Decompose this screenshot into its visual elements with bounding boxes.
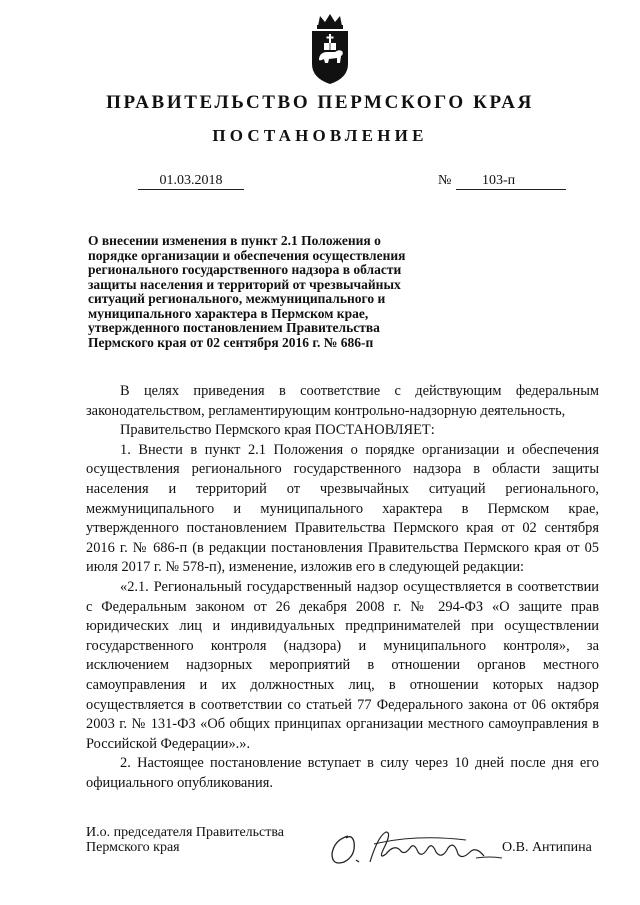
document-date: 01.03.2018 (138, 174, 244, 190)
document-subject: О внесении изменения в пункт 2.1 Положения о порядке организации и обеспечения осуществления регионального государственного надзора в области защиты населения и территорий от чрезвычайных ситуаций регионального, межмуниципального и муниципального характера в Пермском крае, утвержденного постановлением Правительства Пермского края от 02 сентября 2016 г. № 686-п (88, 233, 406, 350)
coat-of-arms-icon (300, 12, 360, 86)
body-paragraph: «2.1. Региональный государственный надзор осуществляется в соответствии с Федеральным законом от 26 декабря 2008 г. № 294-ФЗ «О защите прав юридических лиц и индивидуальных предпринимателей при осуществлении государственного контроля (надзора) и муниципального контроля», за исключением надзорных мероприятий в отношении органов местного самоуправления и их должностных лиц, в отношении которых надзор осуществляется в соответствии со статьей 77 Федерального закона от 06 октября 2003 г. № 131-ФЗ «Об общих принципах организации местного самоуправления в Российской Федерации».». (86, 578, 599, 752)
signatory-position (86, 826, 284, 855)
signatory-position-line: Пермского края (86, 839, 180, 855)
document-number: 103-п (456, 174, 566, 190)
document-body (86, 382, 599, 793)
number-sign: № (438, 173, 452, 188)
government-title: ПРАВИТЕЛЬСТВО ПЕРМСКОГО КРАЯ (106, 92, 534, 113)
document-type: ПОСТАНОВЛЕНИЕ (212, 126, 428, 145)
signatory-name: О.В. Антипина (502, 840, 592, 855)
handwritten-signature-icon (326, 826, 506, 870)
signatory-position-line: И.о. председателя Правительства (86, 825, 285, 840)
body-paragraph: 1. Внести в пункт 2.1 Положения о порядке организации и обеспечения осуществления регионального государственного надзора в области защиты населения и территорий от чрезвычайных ситуаций регионального, межмуниципального и муниципального характера в Пермском крае, утвержденного постановлением Правительства Пермского края от 02 сентября 2016 г. № 686-п (в редакции постановления Правительства Пермского края от 05 июля 2017 г. № 578-п), изменение, изложив его в следующей редакции: (86, 441, 599, 576)
body-paragraph: 2. Настоящее постановление вступает в силу через 10 дней после дня его официального опубликования. (86, 755, 599, 791)
body-paragraph: В целях приведения в соответствие с действующим федеральным законодательством, регламентирующим контрольно-надзорную деятельность, (86, 383, 599, 419)
body-paragraph: Правительство Пермского края ПОСТАНОВЛЯЕТ: (120, 422, 435, 439)
